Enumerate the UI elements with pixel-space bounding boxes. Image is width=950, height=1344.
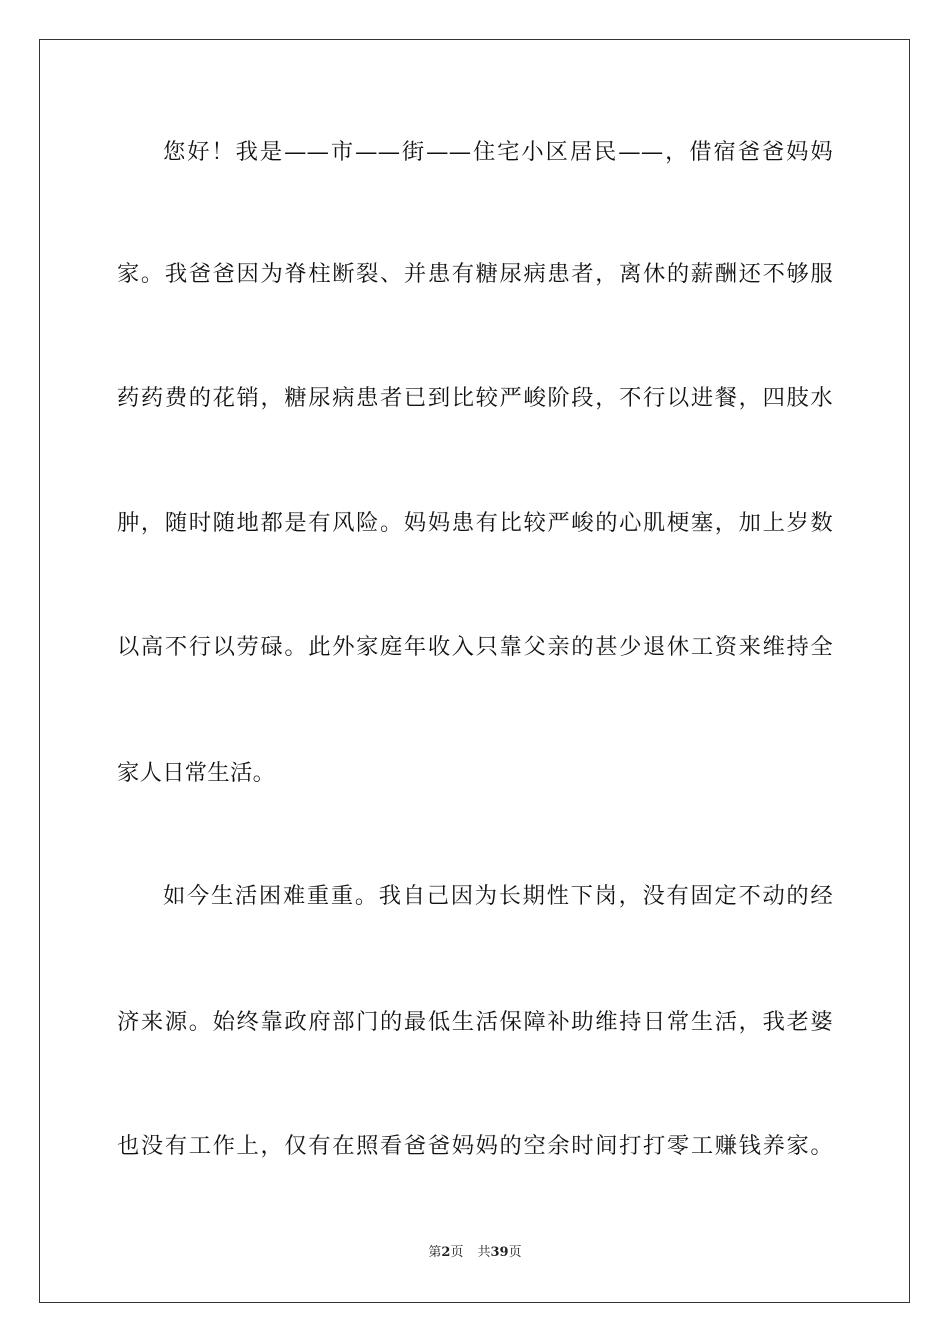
text-line-5: 以高不行以劳碌。此外家庭年收入只靠父亲的甚少退休工资来维持全: [117, 634, 833, 660]
page-frame: [39, 39, 910, 1303]
text-line-4: 肿，随时随地都是有风险。妈妈患有比较严峻的心肌梗塞，加上岁数: [117, 510, 833, 536]
page-prefix: 第: [428, 1245, 442, 1260]
text-line-8: 济来源。始终靠政府部门的最低生活保障补助维持日常生活，我老婆: [117, 1009, 833, 1035]
total-prefix: 共: [477, 1245, 491, 1260]
text-line-6: 家人日常生活。: [117, 760, 276, 786]
text-line-9: 也没有工作上，仅有在照看爸爸妈妈的空余时间打打零工赚钱养家。: [117, 1133, 833, 1159]
page-suffix: 页: [450, 1245, 464, 1260]
page-number: 2: [441, 1245, 451, 1260]
page-footer: [0, 1244, 950, 1262]
total-suffix: 页: [508, 1245, 522, 1260]
total-pages: 39: [490, 1245, 509, 1260]
text-line-7: 如今生活困难重重。我自己因为长期性下岗，没有固定不动的经: [163, 883, 833, 909]
text-line-3: 药药费的花销，糖尿病患者已到比较严峻阶段，不行以进餐，四肢水: [117, 385, 833, 411]
text-line-2: 家。我爸爸因为脊柱断裂、并患有糖尿病患者，离休的薪酬还不够服: [117, 261, 833, 287]
text-line-1: 您好！我是——市——街——住宅小区居民——，借宿爸爸妈妈: [163, 139, 833, 165]
